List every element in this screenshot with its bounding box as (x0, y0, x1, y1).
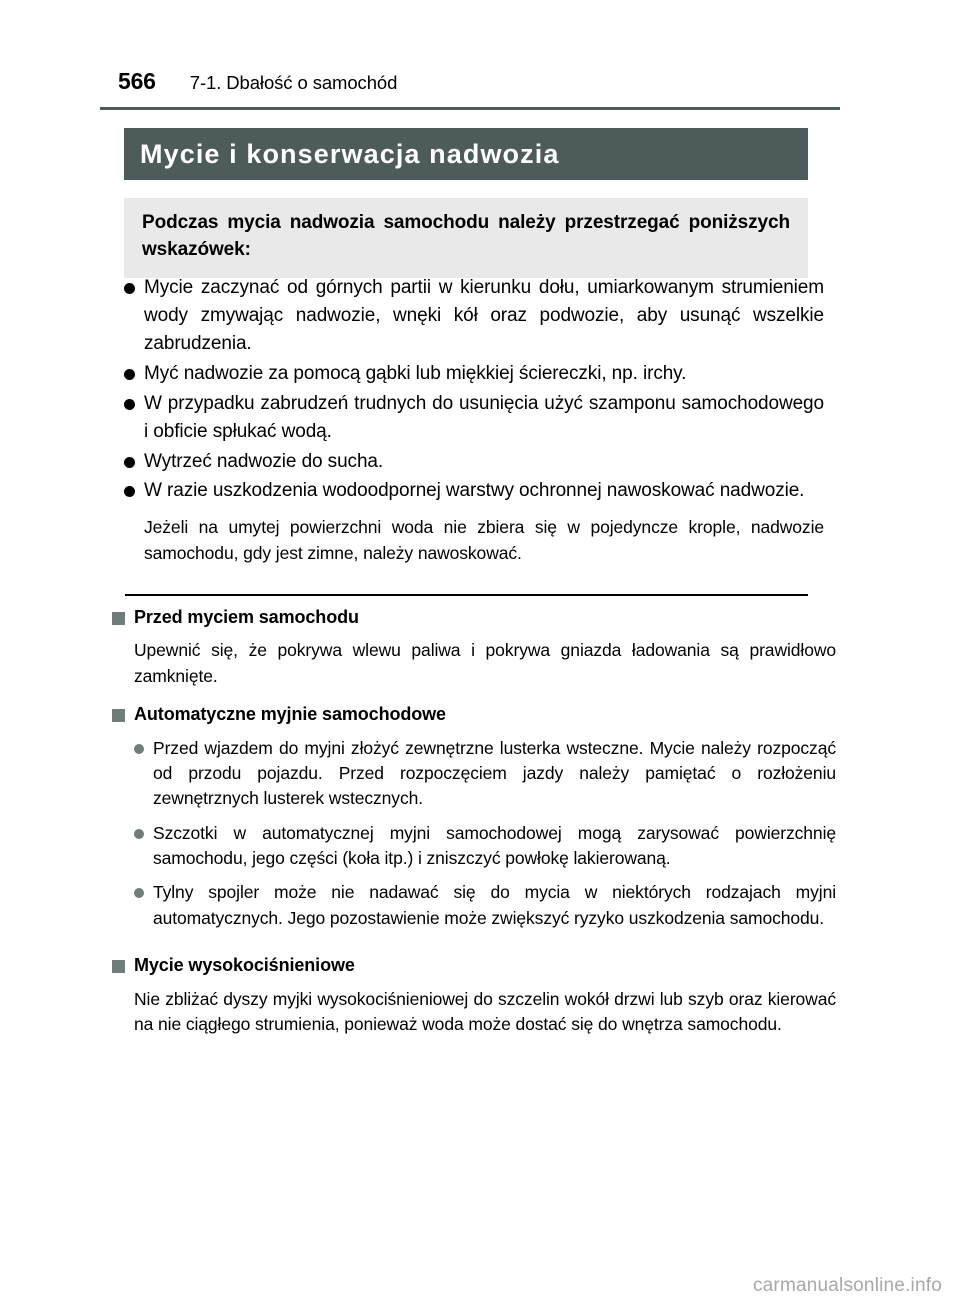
list-item (134, 821, 836, 872)
section-title: Mycie i konserwacja nadwozia (140, 138, 560, 169)
site-watermark: carmanualsonline.info (752, 1275, 942, 1296)
subsection-heading (112, 606, 836, 629)
round-bullet-icon (124, 283, 135, 294)
subsection-paragraph: Nie zbliżać dyszy myjki wysokociśnieniowej do szczelin wokół drzwi lub szyb oraz kierować na nie ciągłego strumienia, ponieważ woda może dostać się do wnętrza samochodu. (134, 988, 836, 1034)
lower-content (112, 606, 836, 1037)
list-item-text: Szczotki w automatycznej myjni samochodowej mogą zarysować powierzchnię samochodu, jego części (koła itp.) i zniszczyć powłokę lakierowaną. (153, 822, 836, 869)
list-item-text: Tylny spojler może nie nadawać się do mycia w niektórych rodzajach myjni automatycznych. Jego pozostawienie może zwiększyć ryzyko uszkodzenia samochodu. (153, 882, 836, 928)
list-item (134, 736, 836, 812)
subsection-heading (112, 954, 836, 977)
round-bullet-icon (134, 744, 144, 754)
list-item-text: Wytrzeć nadwozie do sucha. (144, 450, 384, 472)
list-item (124, 477, 824, 505)
round-bullet-icon (124, 399, 135, 410)
section-title-bar (124, 128, 808, 180)
square-bullet-icon (112, 709, 125, 722)
list-item (124, 390, 824, 446)
spacer (112, 689, 836, 703)
list-item (124, 360, 824, 388)
callout-box (124, 198, 808, 278)
list-item-text: W razie uszkodzenia wodoodpornej warstwy ochronnej nawoskować nadwozie. (144, 480, 805, 502)
primary-instruction-list (124, 274, 824, 567)
round-bullet-icon (124, 369, 135, 380)
subsection-heading-text: Automatyczne myjnie samochodowe (134, 704, 446, 725)
round-bullet-icon (134, 829, 144, 839)
page-number: 566 (118, 68, 156, 94)
round-bullet-icon (124, 457, 135, 468)
subsection-bullet-list (134, 736, 836, 932)
list-item-text: Myć nadwozie za pomocą gąbki lub miękkiej ściereczki, np. irchy. (144, 362, 687, 384)
subsection-paragraph: Upewnić się, że pokrywa wlewu paliwa i pokrywa gniazda ładowania są prawidłowo zamknięte. (134, 640, 836, 686)
list-item-text: Mycie zaczynać od górnych partii w kierunku dołu, umiarkowanym strumieniem wody zmywając nadwozie, wnęki kół oraz podwozie, aby usunąć wszelkie zabrudzenia. (144, 277, 824, 354)
list-item-text: Przed wjazdem do myjni złożyć zewnętrzne lusterka wsteczne. Mycie należy rozpocząć od przodu pojazdu. Przed rozpoczęciem jazdy należy pamiętać o rozłożeniu zewnętrznych lusterek wstecznych. (153, 737, 836, 809)
subsection-heading-text: Mycie wysokociśnieniowe (134, 955, 355, 976)
subsection-heading-text: Przed myciem samochodu (134, 607, 359, 627)
square-bullet-icon (112, 612, 125, 625)
page-header (0, 68, 960, 104)
round-bullet-icon (124, 486, 135, 497)
list-item (124, 274, 824, 358)
square-bullet-icon (112, 960, 125, 973)
page-header-title: 7-1. Dbałość o samochód (189, 72, 398, 93)
header-divider-rule (100, 107, 840, 110)
list-item-text: W przypadku zabrudzeń trudnych do usunięcia użyć szamponu samochodowego i obficie spłukać wodą. (144, 392, 824, 442)
content-divider-rule (125, 594, 808, 596)
list-item (134, 880, 836, 931)
spacer (112, 940, 836, 954)
list-item (124, 448, 824, 476)
round-bullet-icon (134, 888, 144, 898)
list-note-text: Jeżeli na umytej powierzchni woda nie zbiera się w pojedyncze krople, nadwozie samochodu, gdy jest zimne, należy nawoskować. (144, 517, 824, 564)
subsection-heading (112, 703, 836, 726)
callout-text: Podczas mycia nadwozia samochodu należy przestrzegać poniższych wskazówek: (142, 212, 790, 260)
